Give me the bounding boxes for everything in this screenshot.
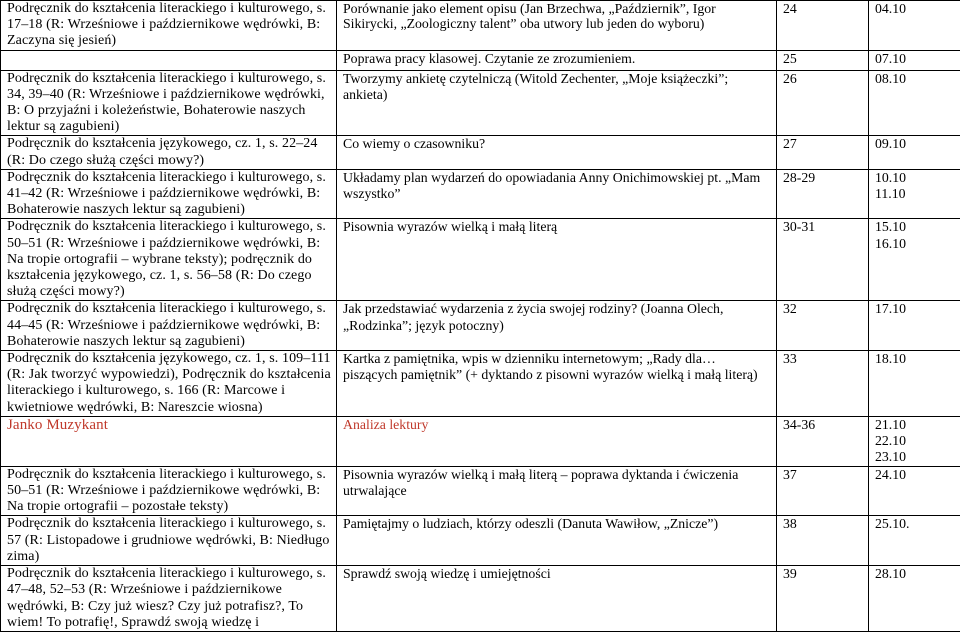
- topic-cell: Układamy plan wydarzeń do opowiadania Anny Onichimowskiej pt. „Mam wszystko”: [337, 169, 777, 219]
- date-cell: [869, 70, 960, 136]
- date-cell: [869, 466, 960, 516]
- source-cell: Janko Muzykant: [1, 416, 337, 466]
- lesson-plan-body: [1, 1, 960, 632]
- table-row: [1, 136, 960, 169]
- date-cell: [869, 351, 960, 417]
- topic-cell: Jak przedstawiać wydarzenia z życia swojej rodziny? (Joanna Olech, „Rodzinka”; język potoczny): [337, 301, 777, 351]
- lesson-number-cell: 39: [777, 566, 869, 632]
- source-cell: Podręcznik do kształcenia językowego, cz. 1, s. 109–111 (R: Jak tworzyć wypowiedzi), Podręcznik do kształcenia literackiego i kulturowego, s. 166 (R: Marcowe i kwietniowe wędrówki, B: Nareszcie wiosna): [1, 351, 337, 417]
- lesson-number-cell: 26: [777, 70, 869, 136]
- date-value: 22.10: [875, 433, 956, 449]
- date-cell: [869, 169, 960, 219]
- date-value: 08.10: [875, 71, 956, 87]
- topic-cell: Co wiemy o czasowniku?: [337, 136, 777, 169]
- date-value: 25.10.: [875, 516, 956, 532]
- table-row: [1, 416, 960, 466]
- table-row: [1, 70, 960, 136]
- date-value: 16.10: [875, 236, 956, 252]
- table-row: [1, 466, 960, 516]
- source-cell: Podręcznik do kształcenia literackiego i kulturowego, s. 41–42 (R: Wrześniowe i październikowe wędrówki, B: Bohaterowie naszych lektur są zagubieni): [1, 169, 337, 219]
- date-value: 07.10: [875, 51, 956, 67]
- date-cell: [869, 219, 960, 301]
- lesson-number-cell: 33: [777, 351, 869, 417]
- date-value: 21.10: [875, 417, 956, 433]
- table-row: [1, 516, 960, 566]
- table-row: [1, 50, 960, 70]
- date-value: 18.10: [875, 351, 956, 367]
- date-cell: [869, 566, 960, 632]
- date-cell: [869, 516, 960, 566]
- topic-cell: Analiza lektury: [337, 416, 777, 466]
- lesson-number-cell: 28-29: [777, 169, 869, 219]
- topic-cell: Pisownia wyrazów wielką i małą literą: [337, 219, 777, 301]
- lesson-number-cell: 38: [777, 516, 869, 566]
- date-value: 23.10: [875, 449, 956, 465]
- lesson-number-cell: 25: [777, 50, 869, 70]
- table-row: [1, 169, 960, 219]
- date-cell: [869, 301, 960, 351]
- source-cell: Podręcznik do kształcenia literackiego i kulturowego, s. 50–51 (R: Wrześniowe i październikowe wędrówki, B: Na tropie ortografii – pozostałe teksty): [1, 466, 337, 516]
- lesson-number-cell: 37: [777, 466, 869, 516]
- date-value: 28.10: [875, 566, 956, 582]
- lesson-number-cell: 32: [777, 301, 869, 351]
- topic-cell: Sprawdź swoją wiedzę i umiejętności: [337, 566, 777, 632]
- date-value: 17.10: [875, 301, 956, 317]
- source-cell: Podręcznik do kształcenia językowego, cz. 1, s. 22–24 (R: Do czego służą części mowy?): [1, 136, 337, 169]
- source-cell: [1, 50, 337, 70]
- table-row: [1, 566, 960, 632]
- table-row: [1, 301, 960, 351]
- topic-cell: Poprawa pracy klasowej. Czytanie ze zrozumieniem.: [337, 50, 777, 70]
- date-value: 24.10: [875, 467, 956, 483]
- source-cell: Podręcznik do kształcenia literackiego i kulturowego, s. 44–45 (R: Wrześniowe i październikowe wędrówki, B: Bohaterowie naszych lektur są zagubieni): [1, 301, 337, 351]
- date-value: 15.10: [875, 219, 956, 235]
- topic-cell: Pamiętajmy o ludziach, którzy odeszli (Danuta Wawiłow, „Znicze”): [337, 516, 777, 566]
- date-cell: [869, 136, 960, 169]
- lesson-number-cell: 30-31: [777, 219, 869, 301]
- source-cell: Podręcznik do kształcenia literackiego i kulturowego, s. 17–18 (R: Wrześniowe i październikowe wędrówki, B: Zaczyna się jesień): [1, 1, 337, 51]
- source-cell: Podręcznik do kształcenia literackiego i kulturowego, s. 34, 39–40 (R: Wrześniowe i październikowe wędrówki, B: O przyjaźni i koleżeństwie, Bohaterowie naszych lektur są zagubieni): [1, 70, 337, 136]
- lesson-number-cell: 34-36: [777, 416, 869, 466]
- topic-cell: Porównanie jako element opisu (Jan Brzechwa, „Październik”, Igor Sikirycki, „Zoologiczny talent” oba utwory lub jeden do wyboru): [337, 1, 777, 51]
- date-value: 10.10: [875, 170, 956, 186]
- date-cell: [869, 1, 960, 51]
- source-cell: Podręcznik do kształcenia literackiego i kulturowego, s. 50–51 (R: Wrześniowe i październikowe wędrówki, B: Na tropie ortografii – wybrane teksty); podręcznik do kształcenia językowego, cz. 1, s. 56–58 (R: Do czego służą części mowy?): [1, 219, 337, 301]
- date-value: 04.10: [875, 1, 956, 17]
- lesson-number-cell: 27: [777, 136, 869, 169]
- lesson-number-cell: 24: [777, 1, 869, 51]
- topic-cell: Tworzymy ankietę czytelniczą (Witold Zechenter, „Moje książeczki”; ankieta): [337, 70, 777, 136]
- table-row: [1, 351, 960, 417]
- date-value: 09.10: [875, 136, 956, 152]
- date-cell: [869, 416, 960, 466]
- source-cell: Podręcznik do kształcenia literackiego i kulturowego, s. 47–48, 52–53 (R: Wrześniowe i październikowe wędrówki, B: Czy już wiesz? Czy już potrafisz?, To wiem! To potrafię!, Sprawdź swoją wiedzę i: [1, 566, 337, 632]
- topic-cell: Pisownia wyrazów wielką i małą literą – poprawa dyktanda i ćwiczenia utrwalające: [337, 466, 777, 516]
- date-value: 11.10: [875, 186, 956, 202]
- date-cell: [869, 50, 960, 70]
- table-row: [1, 1, 960, 51]
- table-row: [1, 219, 960, 301]
- topic-cell: Kartka z pamiętnika, wpis w dzienniku internetowym; „Rady dla… piszących pamiętnik” (+ dyktando z pisowni wyrazów wielką i małą literą): [337, 351, 777, 417]
- source-cell: Podręcznik do kształcenia literackiego i kulturowego, s. 57 (R: Listopadowe i grudniowe wędrówki, B: Niedługo zima): [1, 516, 337, 566]
